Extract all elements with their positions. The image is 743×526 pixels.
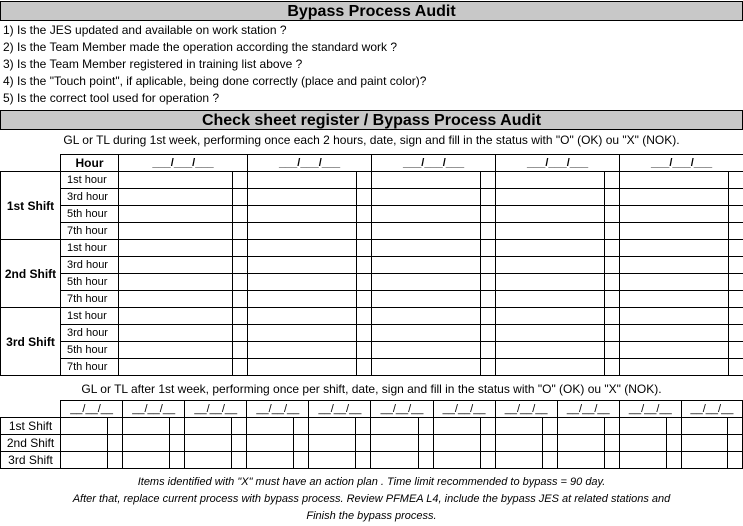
sign-cell[interactable] — [620, 291, 729, 308]
grid1-row — [1, 359, 743, 376]
sign-cell[interactable] — [248, 172, 357, 189]
status-cell[interactable] — [605, 274, 620, 291]
status-cell[interactable] — [357, 291, 372, 308]
status-cell[interactable] — [605, 359, 620, 376]
sign-cell[interactable] — [185, 452, 232, 469]
sign-cell[interactable] — [372, 172, 481, 189]
grid1-row — [1, 206, 743, 223]
status-cell[interactable] — [233, 240, 248, 257]
status-cell[interactable] — [481, 206, 496, 223]
sign-cell[interactable] — [123, 435, 170, 452]
grid2-header-row — [1, 401, 743, 418]
status-cell[interactable] — [481, 325, 496, 342]
page-title: Bypass Process Audit — [0, 1, 743, 21]
date-header[interactable]: ___/___/___ — [119, 155, 248, 172]
sign-cell[interactable] — [248, 206, 357, 223]
status-cell[interactable] — [729, 257, 743, 274]
sign-cell[interactable] — [248, 223, 357, 240]
sign-cell[interactable] — [619, 452, 666, 469]
sign-cell[interactable] — [433, 418, 480, 435]
sign-cell[interactable] — [309, 452, 356, 469]
sign-cell[interactable] — [61, 435, 108, 452]
sign-cell[interactable] — [248, 359, 357, 376]
sign-cell[interactable] — [620, 308, 729, 325]
status-cell[interactable] — [729, 172, 743, 189]
hour-label: 5th hour — [61, 342, 119, 359]
sign-cell[interactable] — [61, 418, 108, 435]
status-cell[interactable] — [357, 308, 372, 325]
question-2: 2) Is the Team Member made the operation according the standard work ? — [3, 40, 397, 54]
status-cell[interactable] — [729, 342, 743, 359]
status-cell[interactable] — [294, 435, 309, 452]
shift-label: 3rd Shift — [1, 308, 61, 376]
sign-cell[interactable] — [496, 257, 605, 274]
sign-cell[interactable] — [681, 418, 727, 435]
status-cell[interactable] — [233, 291, 248, 308]
grid1-header-row — [1, 155, 743, 172]
date-header[interactable]: __/__/__ — [123, 401, 185, 418]
corner-cell — [1, 155, 61, 172]
instruction-first-week: GL or TL during 1st week, performing once each 2 hours, date, sign and fill in the status with "O" (OK) ou "X" (NOK). — [63, 133, 680, 147]
sign-cell[interactable] — [119, 274, 233, 291]
sign-cell[interactable] — [371, 452, 418, 469]
status-cell[interactable] — [729, 189, 743, 206]
sign-cell[interactable] — [372, 291, 481, 308]
sign-cell[interactable] — [248, 291, 357, 308]
status-cell[interactable] — [170, 452, 185, 469]
status-cell[interactable] — [108, 418, 123, 435]
grid1-row — [1, 274, 743, 291]
status-cell[interactable] — [418, 418, 433, 435]
sign-cell[interactable] — [372, 274, 481, 291]
status-cell[interactable] — [418, 435, 433, 452]
sign-cell[interactable] — [496, 291, 605, 308]
status-cell[interactable] — [605, 189, 620, 206]
hour-label: 7th hour — [61, 223, 119, 240]
sign-cell[interactable] — [496, 274, 605, 291]
sign-cell[interactable] — [619, 435, 666, 452]
status-cell[interactable] — [729, 223, 743, 240]
status-cell[interactable] — [480, 418, 495, 435]
status-cell[interactable] — [357, 223, 372, 240]
status-cell[interactable] — [170, 435, 185, 452]
sign-cell[interactable] — [495, 418, 542, 435]
status-cell[interactable] — [357, 257, 372, 274]
shift-label: 1st Shift — [1, 172, 61, 240]
sign-cell[interactable] — [372, 240, 481, 257]
date-header[interactable]: __/__/__ — [557, 401, 619, 418]
sign-cell[interactable] — [557, 418, 604, 435]
sign-cell[interactable] — [247, 452, 294, 469]
shift-label: 2nd Shift — [1, 435, 61, 452]
status-cell[interactable] — [605, 206, 620, 223]
shift-label: 2nd Shift — [1, 240, 61, 308]
sign-cell[interactable] — [119, 223, 233, 240]
question-3: 3) Is the Team Member registered in training list above ? — [3, 57, 303, 71]
sign-cell[interactable] — [309, 435, 356, 452]
sign-cell[interactable] — [619, 418, 666, 435]
status-cell[interactable] — [481, 291, 496, 308]
sign-cell[interactable] — [119, 257, 233, 274]
sign-cell[interactable] — [248, 342, 357, 359]
sign-cell[interactable] — [433, 435, 480, 452]
status-cell[interactable] — [357, 189, 372, 206]
status-cell[interactable] — [542, 418, 557, 435]
status-cell[interactable] — [170, 418, 185, 435]
date-header[interactable]: __/__/__ — [247, 401, 309, 418]
sign-cell[interactable] — [372, 359, 481, 376]
date-header[interactable]: ___/___/___ — [248, 155, 372, 172]
status-cell[interactable] — [294, 452, 309, 469]
status-cell[interactable] — [605, 325, 620, 342]
status-cell[interactable] — [727, 452, 742, 469]
grid1-row — [1, 342, 743, 359]
status-cell[interactable] — [727, 435, 742, 452]
sign-cell[interactable] — [372, 325, 481, 342]
footer-line-3: Finish the bypass process. — [306, 510, 437, 522]
status-cell[interactable] — [233, 223, 248, 240]
status-cell[interactable] — [233, 257, 248, 274]
hour-label: 7th hour — [61, 291, 119, 308]
date-header[interactable]: __/__/__ — [433, 401, 495, 418]
sign-cell[interactable] — [119, 172, 233, 189]
sign-cell[interactable] — [372, 257, 481, 274]
status-cell[interactable] — [729, 308, 743, 325]
status-cell[interactable] — [729, 274, 743, 291]
after-week-grid — [0, 400, 743, 469]
status-cell[interactable] — [233, 359, 248, 376]
status-cell[interactable] — [604, 418, 619, 435]
footer-line-2: After that, replace current process with bypass process. Review PFMEA L4, include the bypass JES at related stations and — [72, 493, 671, 505]
status-cell[interactable] — [108, 435, 123, 452]
sign-cell[interactable] — [620, 172, 729, 189]
status-cell[interactable] — [481, 189, 496, 206]
status-cell[interactable] — [605, 257, 620, 274]
sign-cell[interactable] — [119, 342, 233, 359]
sign-cell[interactable] — [495, 435, 542, 452]
status-cell[interactable] — [605, 240, 620, 257]
status-cell[interactable] — [357, 274, 372, 291]
status-cell[interactable] — [357, 240, 372, 257]
sign-cell[interactable] — [372, 206, 481, 223]
sign-cell[interactable] — [309, 418, 356, 435]
status-cell[interactable] — [357, 342, 372, 359]
sign-cell[interactable] — [496, 359, 605, 376]
question-4: 4) Is the "Touch point", if aplicable, being done correctly (place and paint color)? — [3, 74, 427, 88]
sign-cell[interactable] — [248, 325, 357, 342]
shift-label: 3rd Shift — [1, 452, 61, 469]
sign-cell[interactable] — [496, 206, 605, 223]
sign-cell[interactable] — [248, 240, 357, 257]
status-cell[interactable] — [666, 452, 681, 469]
status-cell[interactable] — [481, 223, 496, 240]
status-cell[interactable] — [357, 206, 372, 223]
date-header[interactable]: __/__/__ — [619, 401, 681, 418]
sign-cell[interactable] — [620, 206, 729, 223]
sign-cell[interactable] — [372, 223, 481, 240]
status-cell[interactable] — [481, 274, 496, 291]
status-cell[interactable] — [108, 452, 123, 469]
date-header[interactable]: __/__/__ — [495, 401, 557, 418]
status-cell[interactable] — [481, 240, 496, 257]
hour-label: 1st hour — [61, 308, 119, 325]
status-cell[interactable] — [481, 257, 496, 274]
status-cell[interactable] — [480, 452, 495, 469]
status-cell[interactable] — [481, 308, 496, 325]
grid1-row — [1, 189, 743, 206]
grid1-row — [1, 240, 743, 257]
status-cell[interactable] — [232, 452, 247, 469]
sign-cell[interactable] — [620, 274, 729, 291]
hour-label: 5th hour — [61, 206, 119, 223]
status-cell[interactable] — [418, 452, 433, 469]
sign-cell[interactable] — [620, 359, 729, 376]
hour-label: 3rd hour — [61, 257, 119, 274]
date-header[interactable]: ___/___/___ — [496, 155, 620, 172]
first-week-grid — [0, 154, 743, 376]
grid1-row — [1, 172, 743, 189]
sign-cell[interactable] — [557, 435, 604, 452]
status-cell[interactable] — [542, 452, 557, 469]
status-cell[interactable] — [356, 418, 371, 435]
sign-cell[interactable] — [681, 435, 727, 452]
date-header[interactable]: __/__/__ — [371, 401, 433, 418]
hour-label: 5th hour — [61, 274, 119, 291]
date-header[interactable]: ___/___/___ — [620, 155, 743, 172]
status-cell[interactable] — [356, 452, 371, 469]
status-cell[interactable] — [481, 359, 496, 376]
sign-cell[interactable] — [681, 452, 727, 469]
sign-cell[interactable] — [247, 418, 294, 435]
checksheet-title: Check sheet register / Bypass Process Audit — [0, 110, 743, 130]
hour-label: 7th hour — [61, 359, 119, 376]
status-cell[interactable] — [542, 435, 557, 452]
grid2-row — [1, 452, 743, 469]
hour-label: 3rd hour — [61, 325, 119, 342]
status-cell[interactable] — [605, 223, 620, 240]
grid1-row — [1, 223, 743, 240]
sign-cell[interactable] — [557, 452, 604, 469]
sign-cell[interactable] — [61, 452, 108, 469]
status-cell[interactable] — [233, 172, 248, 189]
sign-cell[interactable] — [119, 240, 233, 257]
status-cell[interactable] — [480, 435, 495, 452]
status-cell[interactable] — [604, 452, 619, 469]
sign-cell[interactable] — [620, 189, 729, 206]
status-cell[interactable] — [729, 325, 743, 342]
sign-cell[interactable] — [620, 240, 729, 257]
hour-label: 1st hour — [61, 172, 119, 189]
sign-cell[interactable] — [620, 325, 729, 342]
sign-cell[interactable] — [119, 291, 233, 308]
question-5: 5) Is the correct tool used for operation ? — [3, 91, 220, 105]
corner-cell — [1, 401, 61, 418]
date-header[interactable]: ___/___/___ — [372, 155, 496, 172]
sign-cell[interactable] — [248, 308, 357, 325]
status-cell[interactable] — [666, 435, 681, 452]
status-cell[interactable] — [233, 274, 248, 291]
shift-label: 1st Shift — [1, 418, 61, 435]
hour-label: 1st hour — [61, 240, 119, 257]
status-cell[interactable] — [605, 342, 620, 359]
sign-cell[interactable] — [496, 308, 605, 325]
status-cell[interactable] — [729, 206, 743, 223]
sign-cell[interactable] — [620, 342, 729, 359]
grid1-row — [1, 257, 743, 274]
status-cell[interactable] — [294, 418, 309, 435]
status-cell[interactable] — [481, 172, 496, 189]
sign-cell[interactable] — [247, 435, 294, 452]
sign-cell[interactable] — [372, 308, 481, 325]
sign-cell[interactable] — [495, 452, 542, 469]
date-header[interactable]: __/__/__ — [309, 401, 371, 418]
grid1-row — [1, 308, 743, 325]
instruction-after-week: GL or TL after 1st week, performing once per shift, date, sign and fill in the status with "O" (OK) ou "X" (NOK). — [81, 382, 662, 396]
date-header[interactable]: __/__/__ — [185, 401, 247, 418]
sign-cell[interactable] — [496, 240, 605, 257]
sign-cell[interactable] — [248, 257, 357, 274]
status-cell[interactable] — [233, 308, 248, 325]
status-cell[interactable] — [729, 359, 743, 376]
sign-cell[interactable] — [371, 435, 418, 452]
status-cell[interactable] — [233, 206, 248, 223]
status-cell[interactable] — [729, 240, 743, 257]
sign-cell[interactable] — [123, 452, 170, 469]
hour-header: Hour — [61, 155, 119, 172]
sign-cell[interactable] — [620, 257, 729, 274]
grid2-row — [1, 418, 743, 435]
sign-cell[interactable] — [248, 189, 357, 206]
status-cell[interactable] — [233, 189, 248, 206]
sign-cell[interactable] — [119, 308, 233, 325]
sign-cell[interactable] — [123, 418, 170, 435]
status-cell[interactable] — [233, 342, 248, 359]
sign-cell[interactable] — [496, 189, 605, 206]
status-cell[interactable] — [232, 418, 247, 435]
footer-line-1: Items identified with "X" must have an action plan . Time limit recommended to bypass = 90 day. — [137, 476, 606, 488]
sign-cell[interactable] — [248, 274, 357, 291]
sign-cell[interactable] — [620, 223, 729, 240]
status-cell[interactable] — [605, 308, 620, 325]
sign-cell[interactable] — [371, 418, 418, 435]
status-cell[interactable] — [356, 435, 371, 452]
sign-cell[interactable] — [119, 206, 233, 223]
sign-cell[interactable] — [119, 325, 233, 342]
sign-cell[interactable] — [119, 189, 233, 206]
status-cell[interactable] — [233, 325, 248, 342]
sign-cell[interactable] — [496, 172, 605, 189]
status-cell[interactable] — [232, 435, 247, 452]
status-cell[interactable] — [729, 291, 743, 308]
status-cell[interactable] — [357, 172, 372, 189]
status-cell[interactable] — [666, 418, 681, 435]
sign-cell[interactable] — [433, 452, 480, 469]
status-cell[interactable] — [605, 291, 620, 308]
footer-note — [0, 474, 743, 525]
status-cell[interactable] — [605, 172, 620, 189]
status-cell[interactable] — [357, 325, 372, 342]
sign-cell[interactable] — [372, 342, 481, 359]
date-header[interactable]: __/__/__ — [681, 401, 742, 418]
sign-cell[interactable] — [185, 418, 232, 435]
sign-cell[interactable] — [185, 435, 232, 452]
sign-cell[interactable] — [496, 342, 605, 359]
grid2-row — [1, 435, 743, 452]
status-cell[interactable] — [727, 418, 742, 435]
sign-cell[interactable] — [372, 189, 481, 206]
grid1-row — [1, 325, 743, 342]
sign-cell[interactable] — [119, 359, 233, 376]
date-header[interactable]: __/__/__ — [61, 401, 123, 418]
question-1: 1) Is the JES updated and available on work station ? — [3, 23, 287, 37]
sign-cell[interactable] — [496, 223, 605, 240]
hour-label: 3rd hour — [61, 189, 119, 206]
sign-cell[interactable] — [496, 325, 605, 342]
status-cell[interactable] — [357, 359, 372, 376]
status-cell[interactable] — [604, 435, 619, 452]
status-cell[interactable] — [481, 342, 496, 359]
grid1-row — [1, 291, 743, 308]
